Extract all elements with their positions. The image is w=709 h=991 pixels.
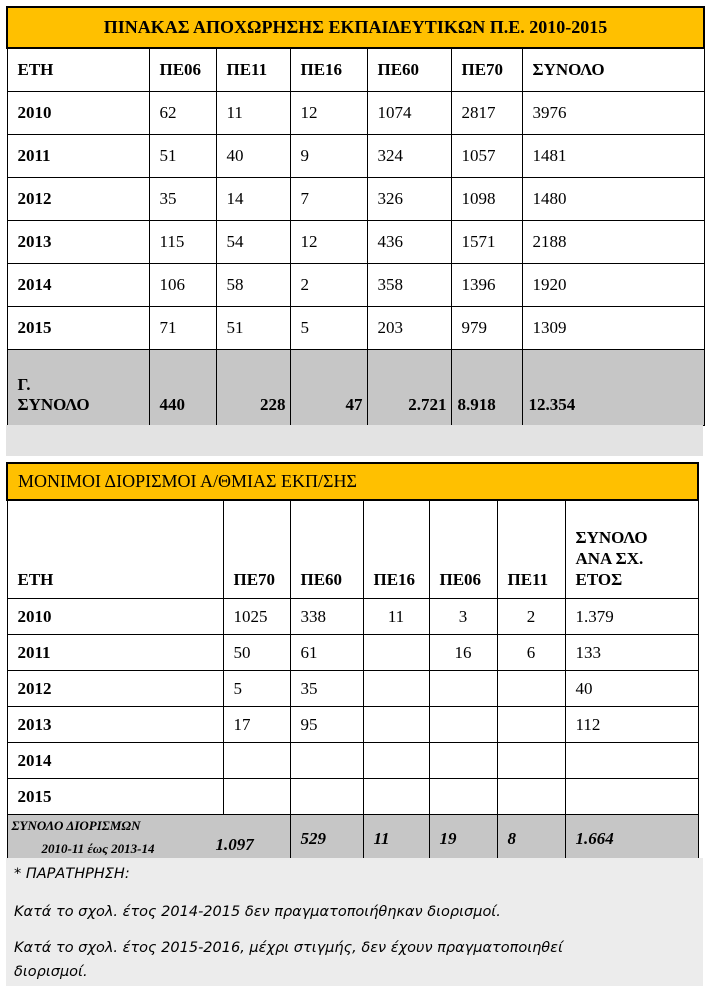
table-cell: 62 bbox=[149, 92, 216, 135]
table-cell: 1571 bbox=[451, 221, 522, 264]
table-row bbox=[7, 264, 704, 307]
table-cell bbox=[223, 779, 290, 815]
table-cell: 112 bbox=[565, 707, 698, 743]
table-row bbox=[7, 599, 698, 635]
table-cell: 358 bbox=[367, 264, 451, 307]
column-header: ΕΤΗ bbox=[7, 48, 149, 92]
table-cell bbox=[497, 779, 565, 815]
table-cell: 1480 bbox=[522, 178, 704, 221]
table-cell: 95 bbox=[290, 707, 363, 743]
table-row bbox=[7, 707, 698, 743]
table-cell: 1025 bbox=[223, 599, 290, 635]
table-cell bbox=[429, 671, 497, 707]
column-header: ΠΕ70 bbox=[223, 500, 290, 599]
table-row bbox=[7, 307, 704, 350]
table-cell bbox=[429, 743, 497, 779]
table-row bbox=[7, 779, 698, 815]
table-cell: 1074 bbox=[367, 92, 451, 135]
table-cell: 1309 bbox=[522, 307, 704, 350]
total-label-cell bbox=[7, 350, 149, 426]
table-cell: 115 bbox=[149, 221, 216, 264]
table-cell: 106 bbox=[149, 264, 216, 307]
appointments-table bbox=[6, 462, 699, 864]
note-line: Κατά το σχολ. έτος 2014-2015 δεν πραγματοποιήθηκαν διορισμοί. bbox=[14, 904, 501, 920]
table-cell: 5 bbox=[290, 307, 367, 350]
table-header-row bbox=[7, 48, 704, 92]
table-cell bbox=[363, 707, 429, 743]
total-label-line2: 2010-11 έως 2013-14 bbox=[41, 841, 155, 856]
column-header: ΠΕ16 bbox=[363, 500, 429, 599]
total-cell: 11 bbox=[363, 815, 429, 864]
table-cell bbox=[565, 743, 698, 779]
table-cell: 1396 bbox=[451, 264, 522, 307]
year-cell: 2013 bbox=[7, 221, 149, 264]
year-cell: 2015 bbox=[7, 307, 149, 350]
table-cell: 61 bbox=[290, 635, 363, 671]
header-total-line: ΑΝΑ ΣΧ. bbox=[575, 549, 644, 568]
table-cell: 2 bbox=[290, 264, 367, 307]
table-cell: 5 bbox=[223, 671, 290, 707]
table-cell: 58 bbox=[216, 264, 290, 307]
header-total-line: ΕΤΟΣ bbox=[575, 570, 623, 589]
table-cell: 3976 bbox=[522, 92, 704, 135]
table-cell: 50 bbox=[223, 635, 290, 671]
total-cell: 2.721 bbox=[367, 350, 451, 426]
year-cell: 2013 bbox=[7, 707, 223, 743]
column-header-total bbox=[565, 500, 698, 599]
total-cell: 8 bbox=[497, 815, 565, 864]
table-cell: 338 bbox=[290, 599, 363, 635]
table-cell: 326 bbox=[367, 178, 451, 221]
table-cell: 40 bbox=[216, 135, 290, 178]
table-cell: 133 bbox=[565, 635, 698, 671]
year-cell: 2010 bbox=[7, 92, 149, 135]
column-header: ΠΕ16 bbox=[290, 48, 367, 92]
column-header: ΠΕ06 bbox=[429, 500, 497, 599]
table-cell bbox=[290, 779, 363, 815]
table-cell: 203 bbox=[367, 307, 451, 350]
table-cell: 40 bbox=[565, 671, 698, 707]
table-row bbox=[7, 635, 698, 671]
separator-band bbox=[6, 425, 703, 456]
table-cell: 11 bbox=[216, 92, 290, 135]
year-cell: 2011 bbox=[7, 135, 149, 178]
column-header: ΠΕ11 bbox=[216, 48, 290, 92]
column-header: ΠΕ70 bbox=[451, 48, 522, 92]
retirements-table bbox=[6, 6, 705, 426]
total-cell: 19 bbox=[429, 815, 497, 864]
table-cell bbox=[363, 779, 429, 815]
total-label-line2: ΣΥΝΟΛΟ bbox=[17, 395, 90, 414]
total-cell: 1.097 bbox=[215, 835, 254, 854]
table-cell: 35 bbox=[149, 178, 216, 221]
table-cell bbox=[363, 635, 429, 671]
column-header: ΕΤΗ bbox=[7, 500, 223, 599]
total-label-cell bbox=[7, 815, 290, 864]
table-cell: 1057 bbox=[451, 135, 522, 178]
note-line: Κατά το σχολ. έτος 2015-2016, μέχρι στιγμής, δεν έχουν πραγματοποιηθεί bbox=[14, 940, 563, 956]
table-cell: 11 bbox=[363, 599, 429, 635]
table-cell: 2817 bbox=[451, 92, 522, 135]
year-cell: 2012 bbox=[7, 178, 149, 221]
table-cell bbox=[363, 743, 429, 779]
retirements-table-title: ΠΙΝΑΚΑΣ ΑΠΟΧΩΡΗΣΗΣ ΕΚΠΑΙΔΕΥΤΙΚΩΝ Π.Ε. 2010-2015 bbox=[7, 7, 704, 48]
table-cell: 16 bbox=[429, 635, 497, 671]
total-cell: 8.918 bbox=[451, 350, 522, 426]
column-header: ΠΕ11 bbox=[497, 500, 565, 599]
note-heading: * ΠΑΡΑΤΗΡΗΣΗ: bbox=[14, 866, 130, 882]
year-cell: 2014 bbox=[7, 264, 149, 307]
total-row bbox=[7, 350, 704, 426]
table-cell: 979 bbox=[451, 307, 522, 350]
table-cell bbox=[565, 779, 698, 815]
table-cell: 35 bbox=[290, 671, 363, 707]
note-line: διορισμοί. bbox=[14, 964, 88, 980]
table-cell bbox=[497, 707, 565, 743]
table-cell: 54 bbox=[216, 221, 290, 264]
year-cell: 2010 bbox=[7, 599, 223, 635]
table-cell: 7 bbox=[290, 178, 367, 221]
table-cell: 1481 bbox=[522, 135, 704, 178]
table-cell bbox=[363, 671, 429, 707]
table-cell bbox=[290, 743, 363, 779]
table-cell: 17 bbox=[223, 707, 290, 743]
note-box bbox=[6, 858, 703, 986]
table-cell: 2 bbox=[497, 599, 565, 635]
table-cell bbox=[497, 671, 565, 707]
year-cell: 2015 bbox=[7, 779, 223, 815]
column-header: ΠΕ60 bbox=[290, 500, 363, 599]
table-cell bbox=[223, 743, 290, 779]
header-total-line: ΣΥΝΟΛΟ bbox=[575, 528, 648, 547]
total-label-line1: ΣΥΝΟΛΟ ΔΙΟΡΙΣΜΩΝ bbox=[11, 818, 141, 833]
total-cell: 440 bbox=[149, 350, 216, 426]
table-cell: 436 bbox=[367, 221, 451, 264]
total-cell: 529 bbox=[290, 815, 363, 864]
table-cell: 51 bbox=[149, 135, 216, 178]
total-cell: 1.664 bbox=[565, 815, 698, 864]
table-cell: 1098 bbox=[451, 178, 522, 221]
total-cell: 228 bbox=[216, 350, 290, 426]
table-cell: 2188 bbox=[522, 221, 704, 264]
table-row bbox=[7, 671, 698, 707]
table-cell: 1.379 bbox=[565, 599, 698, 635]
table-header-row bbox=[7, 500, 698, 599]
column-header: ΣΥΝΟΛΟ bbox=[522, 48, 704, 92]
column-header: ΠΕ60 bbox=[367, 48, 451, 92]
table-cell bbox=[497, 743, 565, 779]
table-row bbox=[7, 92, 704, 135]
table-cell: 324 bbox=[367, 135, 451, 178]
table-row bbox=[7, 743, 698, 779]
table-row bbox=[7, 221, 704, 264]
year-cell: 2014 bbox=[7, 743, 223, 779]
year-cell: 2011 bbox=[7, 635, 223, 671]
year-cell: 2012 bbox=[7, 671, 223, 707]
table-cell: 12 bbox=[290, 92, 367, 135]
table-cell: 3 bbox=[429, 599, 497, 635]
table-cell: 71 bbox=[149, 307, 216, 350]
table-row bbox=[7, 135, 704, 178]
table-cell bbox=[429, 707, 497, 743]
total-cell: 12.354 bbox=[522, 350, 704, 426]
table-cell: 12 bbox=[290, 221, 367, 264]
total-cell: 47 bbox=[290, 350, 367, 426]
table-cell: 9 bbox=[290, 135, 367, 178]
column-header: ΠΕ06 bbox=[149, 48, 216, 92]
table-cell: 1920 bbox=[522, 264, 704, 307]
table-cell: 6 bbox=[497, 635, 565, 671]
total-row bbox=[7, 815, 698, 864]
table-cell: 51 bbox=[216, 307, 290, 350]
table-cell bbox=[429, 779, 497, 815]
table-cell: 14 bbox=[216, 178, 290, 221]
total-label-line1: Γ. bbox=[17, 375, 31, 394]
appointments-table-title: ΜΟΝΙΜΟΙ ΔΙΟΡΙΣΜΟΙ Α/ΘΜΙΑΣ ΕΚΠ/ΣΗΣ bbox=[7, 463, 698, 500]
table-row bbox=[7, 178, 704, 221]
